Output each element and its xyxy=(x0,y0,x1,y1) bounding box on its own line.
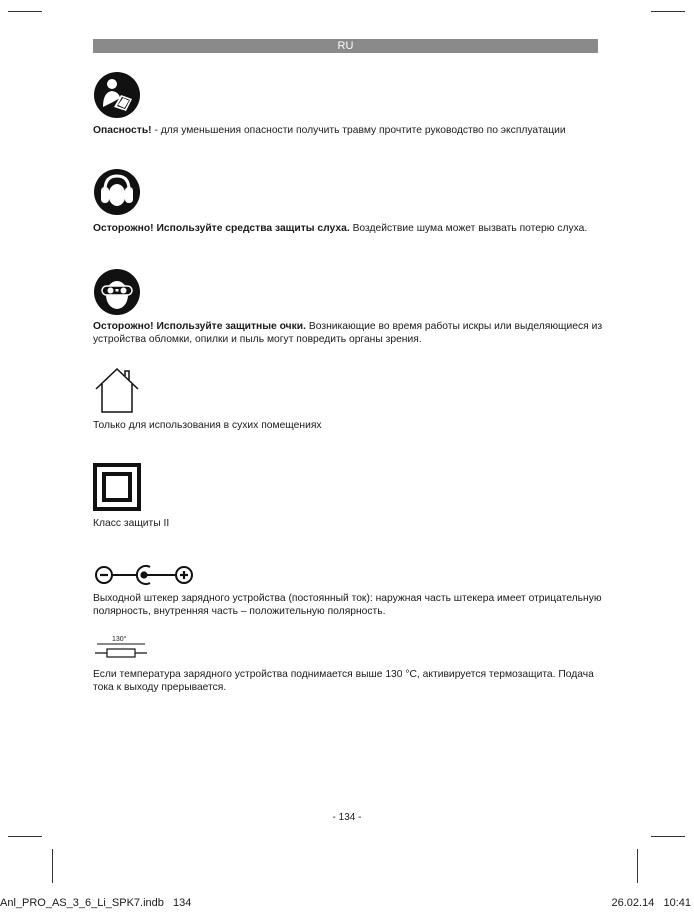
language-header: RU xyxy=(93,39,598,53)
crop-mark xyxy=(8,836,42,837)
manual-warning-text: Опасность! - для уменьшения опасности получить травму прочтите руководство по эксплуатации xyxy=(93,125,566,136)
page-number: - 134 - xyxy=(332,812,362,823)
crop-mark xyxy=(8,11,42,12)
dry-rooms-text: Только для использования в сухих помещениях xyxy=(93,420,322,431)
polarity-icon xyxy=(93,563,195,587)
crop-mark xyxy=(651,836,685,837)
hearing-warning-text: Осторожно! Используйте средства защиты слуха. Воздействие шума может вызвать потерю слуха. xyxy=(93,223,588,234)
eye-protection-icon xyxy=(93,268,141,316)
protection-class-text: Класс защиты II xyxy=(93,518,170,529)
eyes-warning-text: Осторожно! Используйте защитные очки. Возникающие во время работы искры или выделяющиеся из устройства обломки, опилки и пыль могут повредить органы зрения. xyxy=(93,321,603,345)
crop-mark xyxy=(52,849,53,883)
thermal-fuse-icon xyxy=(93,636,149,662)
footer-filename: Anl_PRO_AS_3_6_Li_SPK7.indb 134 xyxy=(0,897,192,909)
polarity-text: Выходной штекер зарядного устройства (постоянный ток): наружная часть штекера имеет отрицательную полярность, внутренняя часть – положительную полярность. xyxy=(93,593,602,617)
manual-read-icon xyxy=(93,71,141,119)
protection-class-2-icon xyxy=(93,463,141,511)
thermal-protection-text: Если температура зарядного устройства поднимается выше 130 °С, активируется термозащита. Подача тока к выходу прерывается. xyxy=(93,669,594,693)
crop-mark xyxy=(637,849,638,883)
thermal-fuse-label: 130° xyxy=(112,636,127,643)
ear-protection-icon xyxy=(93,168,141,216)
footer-date: 26.02.14 10:41 xyxy=(611,897,691,909)
house-icon xyxy=(92,366,142,414)
crop-mark xyxy=(651,11,685,12)
